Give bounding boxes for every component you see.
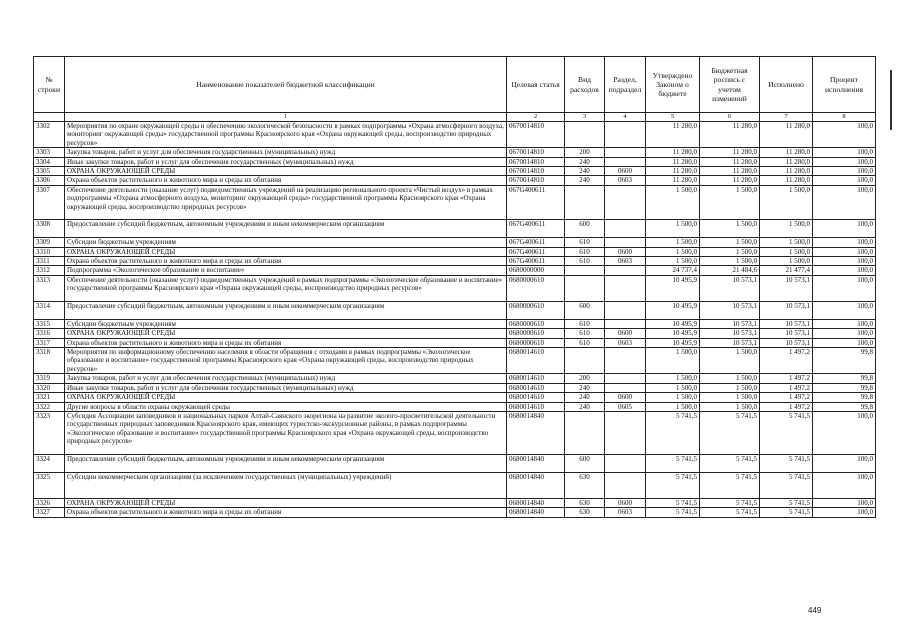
row-number-cell: 3316 bbox=[34, 329, 65, 338]
target-article-cell: 0680014840 bbox=[507, 472, 565, 498]
row-number-cell: 3319 bbox=[34, 374, 65, 383]
budget-table bbox=[33, 56, 876, 518]
section-cell: 0603 bbox=[605, 508, 646, 517]
table-row bbox=[34, 176, 876, 185]
indicator-name-cell: Обеспечение деятельности (оказание услуг) подведомственных учреждений на реализацию регионального проекта «Чистый воздух» в рамках подпрограммы «Охрана атмосферного воздуха, мониторинг окружающей среды» государственной программы Красноярского края «Охрана окружающей среды, воспроизводство природных ресурсов» bbox=[65, 185, 507, 220]
budget-list-amount-cell: 10 573,1 bbox=[700, 275, 760, 301]
target-article-cell: 0680000610 bbox=[507, 302, 565, 320]
expense-type-cell: 200 bbox=[565, 148, 605, 157]
target-article-cell: 0680000000 bbox=[507, 266, 565, 275]
budget-list-amount-cell: 21 484,6 bbox=[700, 266, 760, 275]
budget-list-amount-cell: 1 500,0 bbox=[700, 185, 760, 220]
section-cell: 0600 bbox=[605, 498, 646, 507]
indicator-name-cell: ОХРАНА ОКРУЖАЮЩЕЙ СРЕДЫ bbox=[65, 393, 507, 402]
section-cell bbox=[605, 374, 646, 383]
indicator-name-cell: Иные закупки товаров, работ и услуг для обеспечения государственных (муниципальных) нужд bbox=[65, 157, 507, 166]
row-number-cell: 3311 bbox=[34, 257, 65, 266]
table-row bbox=[34, 498, 876, 507]
executed-amount-cell: 11 280,0 bbox=[760, 157, 813, 166]
percent-cell: 100,0 bbox=[813, 472, 876, 498]
table-row bbox=[34, 157, 876, 166]
column-number: 4 bbox=[605, 113, 646, 122]
approved-amount-cell: 11 280,0 bbox=[646, 167, 700, 176]
indicator-name-cell: Мероприятия по охране окружающей среды и обеспечению экологической безопасности в рамках подпрограммы «Охрана атмосферного воздуха, мониторинг окружающей среды» государственной программы Красноярского края «Охрана окружающей среды, воспроизводство природных ресурсов» bbox=[65, 122, 507, 148]
target-article-cell: 0680000610 bbox=[507, 329, 565, 338]
percent-cell: 100,0 bbox=[813, 176, 876, 185]
budget-list-amount-cell: 11 280,0 bbox=[700, 148, 760, 157]
approved-amount-cell: 1 500,0 bbox=[646, 185, 700, 220]
expense-type-cell: 630 bbox=[565, 472, 605, 498]
indicator-name-cell: Мероприятия по информационному обеспечению населения в области обращения с отходами в рамках подпрограммы «Экологическое образование и воспитание» государственной программы Красноярского края «Охрана окружающей среды, воспроизводство природных ресурсов» bbox=[65, 348, 507, 374]
expense-type-cell bbox=[565, 266, 605, 275]
table-row bbox=[34, 238, 876, 247]
percent-cell: 100,0 bbox=[813, 122, 876, 148]
target-article-cell: 0680014610 bbox=[507, 402, 565, 411]
section-cell: 0605 bbox=[605, 402, 646, 411]
percent-cell: 100,0 bbox=[813, 275, 876, 301]
table-row bbox=[34, 247, 876, 256]
section-cell bbox=[605, 319, 646, 328]
target-article-cell: 0680000610 bbox=[507, 275, 565, 301]
expense-type-cell: 600 bbox=[565, 302, 605, 320]
percent-cell: 100,0 bbox=[813, 498, 876, 507]
executed-amount-cell: 1 497,2 bbox=[760, 348, 813, 374]
budget-list-amount-cell: 1 500,0 bbox=[700, 257, 760, 266]
expense-type-cell: 200 bbox=[565, 374, 605, 383]
indicator-name-cell: ОХРАНА ОКРУЖАЮЩЕЙ СРЕДЫ bbox=[65, 167, 507, 176]
indicator-name-cell: Охрана объектов растительного и животного мира и среды их обитания bbox=[65, 176, 507, 185]
executed-amount-cell: 1 497,2 bbox=[760, 383, 813, 392]
approved-amount-cell: 1 500,0 bbox=[646, 348, 700, 374]
budget-list-amount-cell: 1 500,0 bbox=[700, 348, 760, 374]
target-article-cell: 0670014810 bbox=[507, 167, 565, 176]
approved-amount-cell: 5 741,5 bbox=[646, 454, 700, 472]
executed-amount-cell: 1 500,0 bbox=[760, 247, 813, 256]
target-article-cell: 0670014810 bbox=[507, 148, 565, 157]
table-row bbox=[34, 167, 876, 176]
expense-type-cell: 240 bbox=[565, 393, 605, 402]
row-number-cell: 3309 bbox=[34, 238, 65, 247]
approved-amount-cell: 1 500,0 bbox=[646, 393, 700, 402]
executed-amount-cell: 1 497,2 bbox=[760, 393, 813, 402]
section-cell bbox=[605, 148, 646, 157]
expense-type-cell: 610 bbox=[565, 247, 605, 256]
target-article-cell: 0680014840 bbox=[507, 498, 565, 507]
section-cell bbox=[605, 122, 646, 148]
row-number-cell: 3303 bbox=[34, 148, 65, 157]
approved-amount-cell: 5 741,5 bbox=[646, 498, 700, 507]
header-budget-list: Бюджетная роспись с учетом изменений bbox=[700, 57, 760, 113]
indicator-name-cell: Иные закупки товаров, работ и услуг для обеспечения государственных (муниципальных) нужд bbox=[65, 383, 507, 392]
expense-type-cell: 240 bbox=[565, 157, 605, 166]
section-cell: 0603 bbox=[605, 176, 646, 185]
row-number-cell: 3323 bbox=[34, 411, 65, 454]
header-indicator-name: Наименование показателей бюджетной классификации bbox=[65, 57, 507, 113]
target-article-cell: 0680000610 bbox=[507, 338, 565, 347]
expense-type-cell bbox=[565, 275, 605, 301]
indicator-name-cell: Субсидии некоммерческим организациям (за исключением государственных (муниципальных) учреждений) bbox=[65, 472, 507, 498]
table-body bbox=[34, 122, 876, 518]
indicator-name-cell: ОХРАНА ОКРУЖАЮЩЕЙ СРЕДЫ bbox=[65, 498, 507, 507]
section-cell bbox=[605, 157, 646, 166]
approved-amount-cell: 10 495,9 bbox=[646, 275, 700, 301]
column-number: 1 bbox=[65, 113, 507, 122]
row-number-cell: 3317 bbox=[34, 338, 65, 347]
row-number-cell: 3313 bbox=[34, 275, 65, 301]
expense-type-cell: 240 bbox=[565, 402, 605, 411]
table-row bbox=[34, 148, 876, 157]
section-cell bbox=[605, 411, 646, 454]
table-row bbox=[34, 338, 876, 347]
target-article-cell: 067G400611 bbox=[507, 257, 565, 266]
table-row bbox=[34, 472, 876, 498]
section-cell: 0600 bbox=[605, 247, 646, 256]
budget-list-amount-cell: 11 280,0 bbox=[700, 176, 760, 185]
expense-type-cell bbox=[565, 411, 605, 454]
row-number-cell: 3312 bbox=[34, 266, 65, 275]
table-row bbox=[34, 185, 876, 220]
expense-type-cell: 600 bbox=[565, 220, 605, 238]
section-cell bbox=[605, 454, 646, 472]
row-number-cell: 3322 bbox=[34, 402, 65, 411]
section-cell bbox=[605, 383, 646, 392]
target-article-cell: 0680000610 bbox=[507, 319, 565, 328]
row-number-cell: 3302 bbox=[34, 122, 65, 148]
row-number-cell: 3318 bbox=[34, 348, 65, 374]
header-executed: Исполнено bbox=[760, 57, 813, 113]
executed-amount-cell: 5 741,5 bbox=[760, 411, 813, 454]
section-cell: 0603 bbox=[605, 338, 646, 347]
expense-type-cell bbox=[565, 348, 605, 374]
executed-amount-cell: 5 741,5 bbox=[760, 508, 813, 517]
budget-table-sheet bbox=[33, 56, 875, 518]
scan-edge-mark bbox=[890, 70, 892, 130]
percent-cell: 99,8 bbox=[813, 383, 876, 392]
row-number-cell: 3320 bbox=[34, 383, 65, 392]
column-number bbox=[34, 113, 65, 122]
expense-type-cell: 610 bbox=[565, 257, 605, 266]
indicator-name-cell: Предоставление субсидий бюджетным, автономным учреждениям и иным некоммерческим организациям bbox=[65, 220, 507, 238]
indicator-name-cell: Охрана объектов растительного и животного мира и среды их обитания bbox=[65, 508, 507, 517]
row-number-cell: 3306 bbox=[34, 176, 65, 185]
indicator-name-cell: Другие вопросы в области охраны окружающей среды bbox=[65, 402, 507, 411]
budget-list-amount-cell: 5 741,5 bbox=[700, 454, 760, 472]
row-number-cell: 3304 bbox=[34, 157, 65, 166]
approved-amount-cell: 10 495,9 bbox=[646, 319, 700, 328]
table-row bbox=[34, 319, 876, 328]
row-number-cell: 3310 bbox=[34, 247, 65, 256]
percent-cell: 100,0 bbox=[813, 319, 876, 328]
percent-cell: 100,0 bbox=[813, 302, 876, 320]
percent-cell: 100,0 bbox=[813, 508, 876, 517]
budget-list-amount-cell: 11 280,0 bbox=[700, 122, 760, 148]
approved-amount-cell: 10 495,9 bbox=[646, 302, 700, 320]
row-number-cell: 3327 bbox=[34, 508, 65, 517]
column-number: 7 bbox=[760, 113, 813, 122]
row-number-cell: 3324 bbox=[34, 454, 65, 472]
target-article-cell: 0680014840 bbox=[507, 454, 565, 472]
row-number-cell: 3325 bbox=[34, 472, 65, 498]
approved-amount-cell: 1 500,0 bbox=[646, 402, 700, 411]
expense-type-cell: 630 bbox=[565, 508, 605, 517]
column-numbers-row bbox=[34, 113, 876, 122]
executed-amount-cell: 1 500,0 bbox=[760, 185, 813, 220]
approved-amount-cell: 5 741,5 bbox=[646, 472, 700, 498]
indicator-name-cell: Субсидии бюджетным учреждениям bbox=[65, 238, 507, 247]
executed-amount-cell: 21 477,4 bbox=[760, 266, 813, 275]
budget-list-amount-cell: 1 500,0 bbox=[700, 238, 760, 247]
budget-list-amount-cell: 10 573,1 bbox=[700, 302, 760, 320]
approved-amount-cell: 1 500,0 bbox=[646, 247, 700, 256]
approved-amount-cell: 5 741,5 bbox=[646, 411, 700, 454]
executed-amount-cell: 11 280,0 bbox=[760, 148, 813, 157]
approved-amount-cell: 11 280,0 bbox=[646, 122, 700, 148]
table-row bbox=[34, 302, 876, 320]
header-expense-type: Вид расходов bbox=[565, 57, 605, 113]
row-number-cell: 3308 bbox=[34, 220, 65, 238]
budget-list-amount-cell: 11 280,0 bbox=[700, 167, 760, 176]
expense-type-cell bbox=[565, 122, 605, 148]
table-row bbox=[34, 374, 876, 383]
executed-amount-cell: 1 497,2 bbox=[760, 374, 813, 383]
target-article-cell: 067G400611 bbox=[507, 185, 565, 220]
target-article-cell: 067G400611 bbox=[507, 238, 565, 247]
budget-list-amount-cell: 1 500,0 bbox=[700, 374, 760, 383]
approved-amount-cell: 1 500,0 bbox=[646, 374, 700, 383]
indicator-name-cell: Закупка товаров, работ и услуг для обеспечения государственных (муниципальных) нужд bbox=[65, 374, 507, 383]
target-article-cell: 0680014610 bbox=[507, 393, 565, 402]
budget-list-amount-cell: 10 573,1 bbox=[700, 319, 760, 328]
row-number-cell: 3315 bbox=[34, 319, 65, 328]
section-cell bbox=[605, 302, 646, 320]
row-number-cell: 3314 bbox=[34, 302, 65, 320]
budget-list-amount-cell: 5 741,5 bbox=[700, 498, 760, 507]
approved-amount-cell: 1 500,0 bbox=[646, 238, 700, 247]
indicator-name-cell: ОХРАНА ОКРУЖАЮЩЕЙ СРЕДЫ bbox=[65, 247, 507, 256]
section-cell bbox=[605, 220, 646, 238]
table-row bbox=[34, 329, 876, 338]
executed-amount-cell: 1 500,0 bbox=[760, 238, 813, 247]
table-row bbox=[34, 508, 876, 517]
section-cell: 0600 bbox=[605, 167, 646, 176]
target-article-cell: 0670014810 bbox=[507, 122, 565, 148]
header-row-number: № строки bbox=[34, 57, 65, 113]
expense-type-cell: 240 bbox=[565, 167, 605, 176]
percent-cell: 99,8 bbox=[813, 348, 876, 374]
budget-list-amount-cell: 10 573,1 bbox=[700, 338, 760, 347]
table-row bbox=[34, 348, 876, 374]
table-row bbox=[34, 402, 876, 411]
table-row bbox=[34, 275, 876, 301]
table-row bbox=[34, 257, 876, 266]
indicator-name-cell: Охрана объектов растительного и животного мира и среды их обитания bbox=[65, 338, 507, 347]
approved-amount-cell: 11 280,0 bbox=[646, 176, 700, 185]
executed-amount-cell: 1 497,2 bbox=[760, 402, 813, 411]
table-row bbox=[34, 122, 876, 148]
column-number: 6 bbox=[700, 113, 760, 122]
budget-list-amount-cell: 10 573,1 bbox=[700, 329, 760, 338]
approved-amount-cell: 10 495,9 bbox=[646, 338, 700, 347]
expense-type-cell: 610 bbox=[565, 329, 605, 338]
target-article-cell: 0680014610 bbox=[507, 374, 565, 383]
executed-amount-cell: 11 280,0 bbox=[760, 167, 813, 176]
indicator-name-cell: Закупка товаров, работ и услуг для обеспечения государственных (муниципальных) нужд bbox=[65, 148, 507, 157]
executed-amount-cell: 10 573,1 bbox=[760, 329, 813, 338]
budget-list-amount-cell: 1 500,0 bbox=[700, 220, 760, 238]
budget-list-amount-cell: 5 741,5 bbox=[700, 411, 760, 454]
header-approved: Утверждено Законом о бюджете bbox=[646, 57, 700, 113]
table-row bbox=[34, 266, 876, 275]
executed-amount-cell: 5 741,5 bbox=[760, 472, 813, 498]
executed-amount-cell: 11 280,0 bbox=[760, 122, 813, 148]
budget-list-amount-cell: 5 741,5 bbox=[700, 508, 760, 517]
indicator-name-cell: Субсидия Ассоциации заповедников и национальных парков Алтай-Саянского экорегиона на развитие эколого-просветительской деятельности государственных природных заповедников Красноярского края, имеющих туристско-экскурсионные районы, в рамках подпрограммы «Экологическое образование и воспитание» государственной программы Красноярского края «Охрана окружающей среды, воспроизводство природных ресурсов» bbox=[65, 411, 507, 454]
table-row bbox=[34, 393, 876, 402]
expense-type-cell: 240 bbox=[565, 383, 605, 392]
indicator-name-cell: Предоставление субсидий бюджетным, автономным учреждениям и иным некоммерческим организациям bbox=[65, 302, 507, 320]
approved-amount-cell: 11 280,0 bbox=[646, 148, 700, 157]
budget-list-amount-cell: 1 500,0 bbox=[700, 393, 760, 402]
header-section: Раздел, подраздел bbox=[605, 57, 646, 113]
executed-amount-cell: 10 573,1 bbox=[760, 302, 813, 320]
executed-amount-cell: 10 573,1 bbox=[760, 319, 813, 328]
section-cell bbox=[605, 472, 646, 498]
expense-type-cell: 240 bbox=[565, 176, 605, 185]
section-cell bbox=[605, 266, 646, 275]
section-cell: 0600 bbox=[605, 393, 646, 402]
expense-type-cell: 610 bbox=[565, 319, 605, 328]
percent-cell: 99,8 bbox=[813, 402, 876, 411]
percent-cell: 100,0 bbox=[813, 266, 876, 275]
budget-list-amount-cell: 1 500,0 bbox=[700, 383, 760, 392]
percent-cell: 100,0 bbox=[813, 238, 876, 247]
column-number: 5 bbox=[646, 113, 700, 122]
budget-list-amount-cell: 1 500,0 bbox=[700, 402, 760, 411]
row-number-cell: 3326 bbox=[34, 498, 65, 507]
percent-cell: 100,0 bbox=[813, 185, 876, 220]
section-cell bbox=[605, 238, 646, 247]
executed-amount-cell: 1 500,0 bbox=[760, 257, 813, 266]
column-number: 3 bbox=[565, 113, 605, 122]
executed-amount-cell: 10 573,1 bbox=[760, 275, 813, 301]
row-number-cell: 3305 bbox=[34, 167, 65, 176]
target-article-cell: 0670014810 bbox=[507, 157, 565, 166]
target-article-cell: 0680014610 bbox=[507, 383, 565, 392]
row-number-cell: 3321 bbox=[34, 393, 65, 402]
percent-cell: 99,8 bbox=[813, 393, 876, 402]
percent-cell: 100,0 bbox=[813, 338, 876, 347]
section-cell: 0603 bbox=[605, 257, 646, 266]
table-row bbox=[34, 383, 876, 392]
section-cell bbox=[605, 348, 646, 374]
executed-amount-cell: 5 741,5 bbox=[760, 498, 813, 507]
column-number: 8 bbox=[813, 113, 876, 122]
expense-type-cell: 610 bbox=[565, 338, 605, 347]
indicator-name-cell: ОХРАНА ОКРУЖАЮЩЕЙ СРЕДЫ bbox=[65, 329, 507, 338]
section-cell: 0600 bbox=[605, 329, 646, 338]
table-row bbox=[34, 220, 876, 238]
column-number: 2 bbox=[507, 113, 565, 122]
expense-type-cell bbox=[565, 185, 605, 220]
percent-cell: 100,0 bbox=[813, 454, 876, 472]
indicator-name-cell: Охрана объектов растительного и животного мира и среды их обитания bbox=[65, 257, 507, 266]
target-article-cell: 0670014810 bbox=[507, 176, 565, 185]
budget-list-amount-cell: 1 500,0 bbox=[700, 247, 760, 256]
approved-amount-cell: 24 737,4 bbox=[646, 266, 700, 275]
indicator-name-cell: Субсидии бюджетным учреждениям bbox=[65, 319, 507, 328]
indicator-name-cell: Подпрограмма «Экологическое образование и воспитание» bbox=[65, 266, 507, 275]
header-percent: Процент исполнения bbox=[813, 57, 876, 113]
target-article-cell: 0680014840 bbox=[507, 508, 565, 517]
percent-cell: 100,0 bbox=[813, 167, 876, 176]
approved-amount-cell: 1 500,0 bbox=[646, 220, 700, 238]
approved-amount-cell: 1 500,0 bbox=[646, 383, 700, 392]
executed-amount-cell: 1 500,0 bbox=[760, 220, 813, 238]
executed-amount-cell: 10 573,1 bbox=[760, 338, 813, 347]
section-cell bbox=[605, 185, 646, 220]
percent-cell: 100,0 bbox=[813, 148, 876, 157]
approved-amount-cell: 5 741,5 bbox=[646, 508, 700, 517]
target-article-cell: 067G400611 bbox=[507, 220, 565, 238]
percent-cell: 100,0 bbox=[813, 257, 876, 266]
section-cell bbox=[605, 275, 646, 301]
expense-type-cell: 610 bbox=[565, 238, 605, 247]
row-number-cell: 3307 bbox=[34, 185, 65, 220]
executed-amount-cell: 5 741,5 bbox=[760, 454, 813, 472]
target-article-cell: 0680014840 bbox=[507, 411, 565, 454]
budget-list-amount-cell: 11 280,0 bbox=[700, 157, 760, 166]
percent-cell: 99,8 bbox=[813, 374, 876, 383]
percent-cell: 100,0 bbox=[813, 157, 876, 166]
indicator-name-cell: Обеспечение деятельности (оказание услуг) подведомственных учреждений в рамках подпрограммы «Экологическое образование и воспитание» государственной программы Красноярского края «Охрана окружающей среды, воспроизводство природных ресурсов» bbox=[65, 275, 507, 301]
header-target-article: Целевая статья bbox=[507, 57, 565, 113]
percent-cell: 100,0 bbox=[813, 247, 876, 256]
expense-type-cell: 600 bbox=[565, 454, 605, 472]
percent-cell: 100,0 bbox=[813, 329, 876, 338]
approved-amount-cell: 11 280,0 bbox=[646, 157, 700, 166]
percent-cell: 100,0 bbox=[813, 411, 876, 454]
table-row bbox=[34, 454, 876, 472]
target-article-cell: 0680014610 bbox=[507, 348, 565, 374]
approved-amount-cell: 1 500,0 bbox=[646, 257, 700, 266]
indicator-name-cell: Предоставление субсидий бюджетным, автономным учреждениям и иным некоммерческим организациям bbox=[65, 454, 507, 472]
header-row bbox=[34, 57, 876, 113]
approved-amount-cell: 10 495,9 bbox=[646, 329, 700, 338]
expense-type-cell: 630 bbox=[565, 498, 605, 507]
target-article-cell: 067G400611 bbox=[507, 247, 565, 256]
page-number: 449 bbox=[808, 606, 822, 615]
budget-list-amount-cell: 5 741,5 bbox=[700, 472, 760, 498]
executed-amount-cell: 11 280,0 bbox=[760, 176, 813, 185]
table-row bbox=[34, 411, 876, 454]
percent-cell: 100,0 bbox=[813, 220, 876, 238]
